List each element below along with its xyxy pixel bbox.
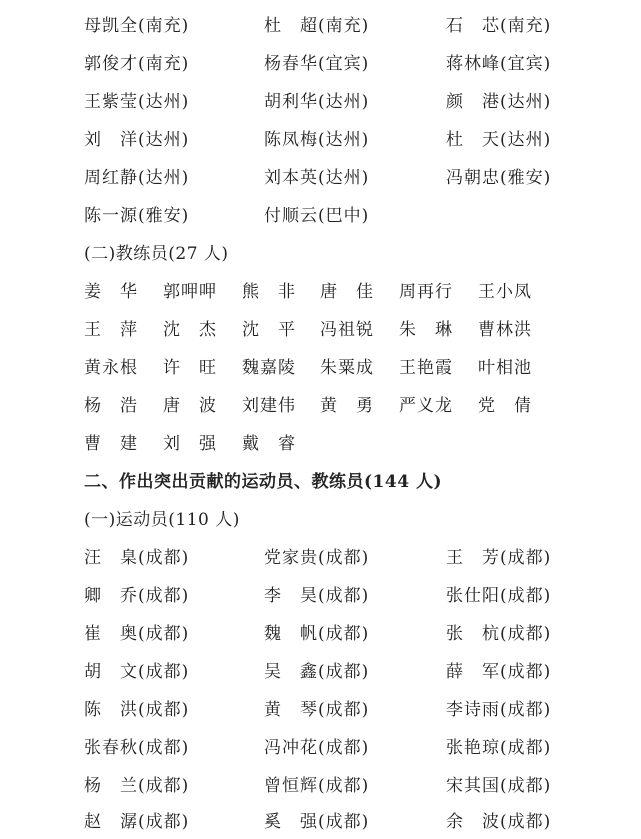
athlete-name: 杜 天(达州) [446,130,552,150]
athlete-name: 杜 超(南充) [264,16,370,36]
athlete-name: 党家贵(成都) [264,548,370,568]
athlete-row [0,49,641,79]
coach-name: 党 倩 [478,396,532,416]
coach-name: 朱 琳 [399,320,453,340]
athlete-name: 王紫莹(达州) [84,92,190,112]
coach-name: 杨 浩 [84,396,138,416]
athlete-name: 杨 兰(成都) [84,776,190,796]
athlete-name: 颜 港(达州) [446,92,552,112]
coach-row [0,429,641,459]
athlete-name: 吴 鑫(成都) [264,662,370,682]
athlete-name: 王 芳(成都) [446,548,552,568]
athlete-name: 陈 洪(成都) [84,700,190,720]
athlete-name: 曾恒辉(成都) [264,776,370,796]
coach-name: 冯祖锐 [320,320,374,340]
coach-name: 魏嘉陵 [242,358,296,378]
athlete-row [0,125,641,155]
coaches-heading: (二)教练员(27 人) [84,244,229,264]
athlete-name: 薛 军(成都) [446,662,552,682]
coach-name: 唐 波 [163,396,217,416]
coach-name: 王 萍 [84,320,138,340]
athlete-name: 张仕阳(成都) [446,586,552,606]
athlete-row [0,87,641,117]
coach-name: 叶相池 [478,358,532,378]
coach-name: 许 旺 [163,358,217,378]
athlete-row [0,695,641,725]
athlete-name: 陈一源(雅安) [84,206,190,226]
coach-name: 曹 建 [84,434,138,454]
athlete-name: 余 波(成都) [446,812,552,832]
athlete-name: 赵 潺(成都) [84,812,190,832]
athlete-name: 蒋林峰(宜宾) [446,54,552,74]
athlete-name: 张 杭(成都) [446,624,552,644]
section-heading: 二、作出突出贡献的运动员、教练员(144 人) [84,472,442,492]
athlete-name: 陈凤梅(达州) [264,130,370,150]
coach-row [0,277,641,307]
coach-name: 戴 睿 [242,434,296,454]
athlete-name: 母凯全(南充) [84,16,190,36]
coach-name: 王艳霞 [399,358,453,378]
athlete-name: 周红静(达州) [84,168,190,188]
athlete-row [0,619,641,649]
athlete-row [0,657,641,687]
athlete-name: 卿 乔(成都) [84,586,190,606]
coach-name: 唐 佳 [320,282,374,302]
athlete-name: 石 芯(南充) [446,16,552,36]
athlete-name: 冯冲花(成都) [264,738,370,758]
athlete-row [0,163,641,193]
athlete-name: 刘本英(达州) [264,168,370,188]
athlete-row [0,11,641,41]
coach-name: 黄 勇 [320,396,374,416]
coach-name: 严义龙 [399,396,453,416]
athlete-name: 郭俊才(南充) [84,54,190,74]
coach-name: 曹林洪 [478,320,532,340]
athlete-name: 宋其国(成都) [446,776,552,796]
athlete-name: 汪 臬(成都) [84,548,190,568]
athlete-name: 刘 洋(达州) [84,130,190,150]
athlete-name: 胡利华(达州) [264,92,370,112]
athlete-name: 奚 强(成都) [264,812,370,832]
athlete-name: 张春秋(成都) [84,738,190,758]
coach-row [0,353,641,383]
athlete-name: 黄 琴(成都) [264,700,370,720]
coach-name: 朱粟成 [320,358,374,378]
athlete-row [0,581,641,611]
athlete-name: 付顺云(巴中) [264,206,370,226]
athletes-heading: (一)运动员(110 人) [84,510,240,530]
coach-name: 刘建伟 [242,396,296,416]
athlete-row [0,771,641,801]
athlete-row [0,807,641,837]
athlete-name: 李诗雨(成都) [446,700,552,720]
athlete-name: 崔 奥(成都) [84,624,190,644]
athlete-name: 杨春华(宜宾) [264,54,370,74]
coach-row [0,391,641,421]
coach-name: 黄永根 [84,358,138,378]
coach-name: 郭呷呷 [163,282,217,302]
athlete-row [0,201,641,231]
coach-name: 沈 杰 [163,320,217,340]
coach-name: 熊 非 [242,282,296,302]
athlete-name: 冯朝忠(雅安) [446,168,552,188]
coach-row [0,315,641,345]
athlete-row [0,733,641,763]
athlete-name: 李 昊(成都) [264,586,370,606]
coach-name: 王小凤 [478,282,532,302]
athlete-name: 魏 帆(成都) [264,624,370,644]
coach-name: 刘 强 [163,434,217,454]
athlete-name: 张艳琼(成都) [446,738,552,758]
coach-name: 周再行 [399,282,453,302]
athlete-row [0,543,641,573]
coach-name: 姜 华 [84,282,138,302]
athlete-name: 胡 文(成都) [84,662,190,682]
coach-name: 沈 平 [242,320,296,340]
